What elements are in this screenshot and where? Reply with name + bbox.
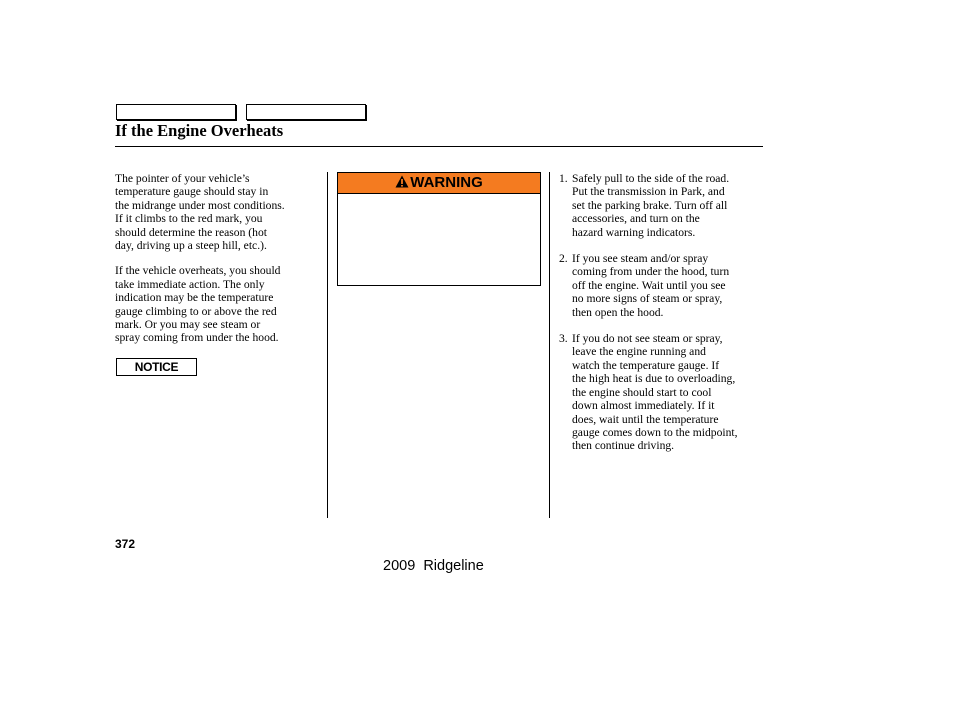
text-line: indication may be the temperature (115, 291, 274, 305)
text-line: then open the hood. (572, 305, 664, 319)
text-line: down almost immediately. If it (572, 399, 715, 413)
text-line: hazard warning indicators. (572, 225, 696, 239)
main-menu-button[interactable] (116, 104, 236, 120)
text-line: no more signs of steam or spray, (572, 292, 723, 306)
text-line: gauge comes down to the midpoint, (572, 425, 738, 439)
warning-header (338, 173, 540, 194)
text-line: the engine should start to cool (572, 385, 712, 399)
text-line: the high heat is due to overloading, (572, 372, 736, 386)
list-item (559, 332, 771, 453)
text-line: accessories, and turn on the (572, 212, 700, 226)
page-title: If the Engine Overheats (115, 121, 284, 140)
text-line: day, driving up a steep hill, etc.). (115, 239, 267, 253)
step-number: 2. (559, 252, 568, 266)
steps-column (559, 172, 771, 466)
footer-model-name: 2009 Ridgeline (383, 558, 484, 574)
text-line: off the engine. Wait until you see (572, 278, 726, 292)
overheat-paragraph (115, 264, 323, 344)
text-line: spray coming from under the hood. (115, 331, 279, 345)
step-text (572, 252, 729, 319)
text-line: take immediate action. The only (115, 277, 265, 291)
intro-column (115, 172, 323, 357)
text-line: If the vehicle overheats, you should (115, 264, 281, 278)
warning-box (337, 172, 541, 286)
warning-triangle-icon (395, 175, 409, 188)
text-line: Put the transmission in Park, and (572, 185, 725, 199)
text-line: If you do not see steam or spray, (572, 332, 723, 346)
text-line: does, wait until the temperature (572, 412, 719, 426)
text-line: mark. Or you may see steam or (115, 318, 261, 332)
text-line: the midrange under most conditions. (115, 198, 285, 212)
text-line: set the parking brake. Turn off all (572, 198, 728, 212)
step-text (572, 172, 729, 239)
column-divider-left (327, 172, 328, 518)
step-number: 1. (559, 172, 568, 185)
step-text (572, 332, 738, 453)
text-line: should determine the reason (hot (115, 225, 267, 239)
intro-paragraph (115, 172, 323, 252)
text-line: The pointer of your vehicle’s (115, 172, 250, 185)
text-line: leave the engine running and (572, 345, 706, 359)
text-line: If you see steam and/or spray (572, 252, 709, 266)
text-line: If it climbs to the red mark, you (115, 212, 263, 226)
list-item (559, 252, 771, 319)
page-number: 372 (115, 537, 136, 551)
title-divider (115, 146, 763, 147)
list-item (559, 172, 771, 239)
column-divider-right (549, 172, 550, 518)
step-number: 3. (559, 332, 568, 346)
text-line: Safely pull to the side of the road. (572, 172, 730, 185)
notice-badge: NOTICE (116, 358, 197, 376)
text-line: gauge climbing to or above the red (115, 304, 277, 318)
warning-label: WARNING (410, 174, 483, 191)
text-line: then continue driving. (572, 439, 675, 453)
text-line: temperature gauge should stay in (115, 185, 269, 199)
text-line: watch the temperature gauge. If (572, 358, 720, 372)
index-button[interactable] (246, 104, 366, 120)
text-line: coming from under the hood, turn (572, 265, 730, 279)
